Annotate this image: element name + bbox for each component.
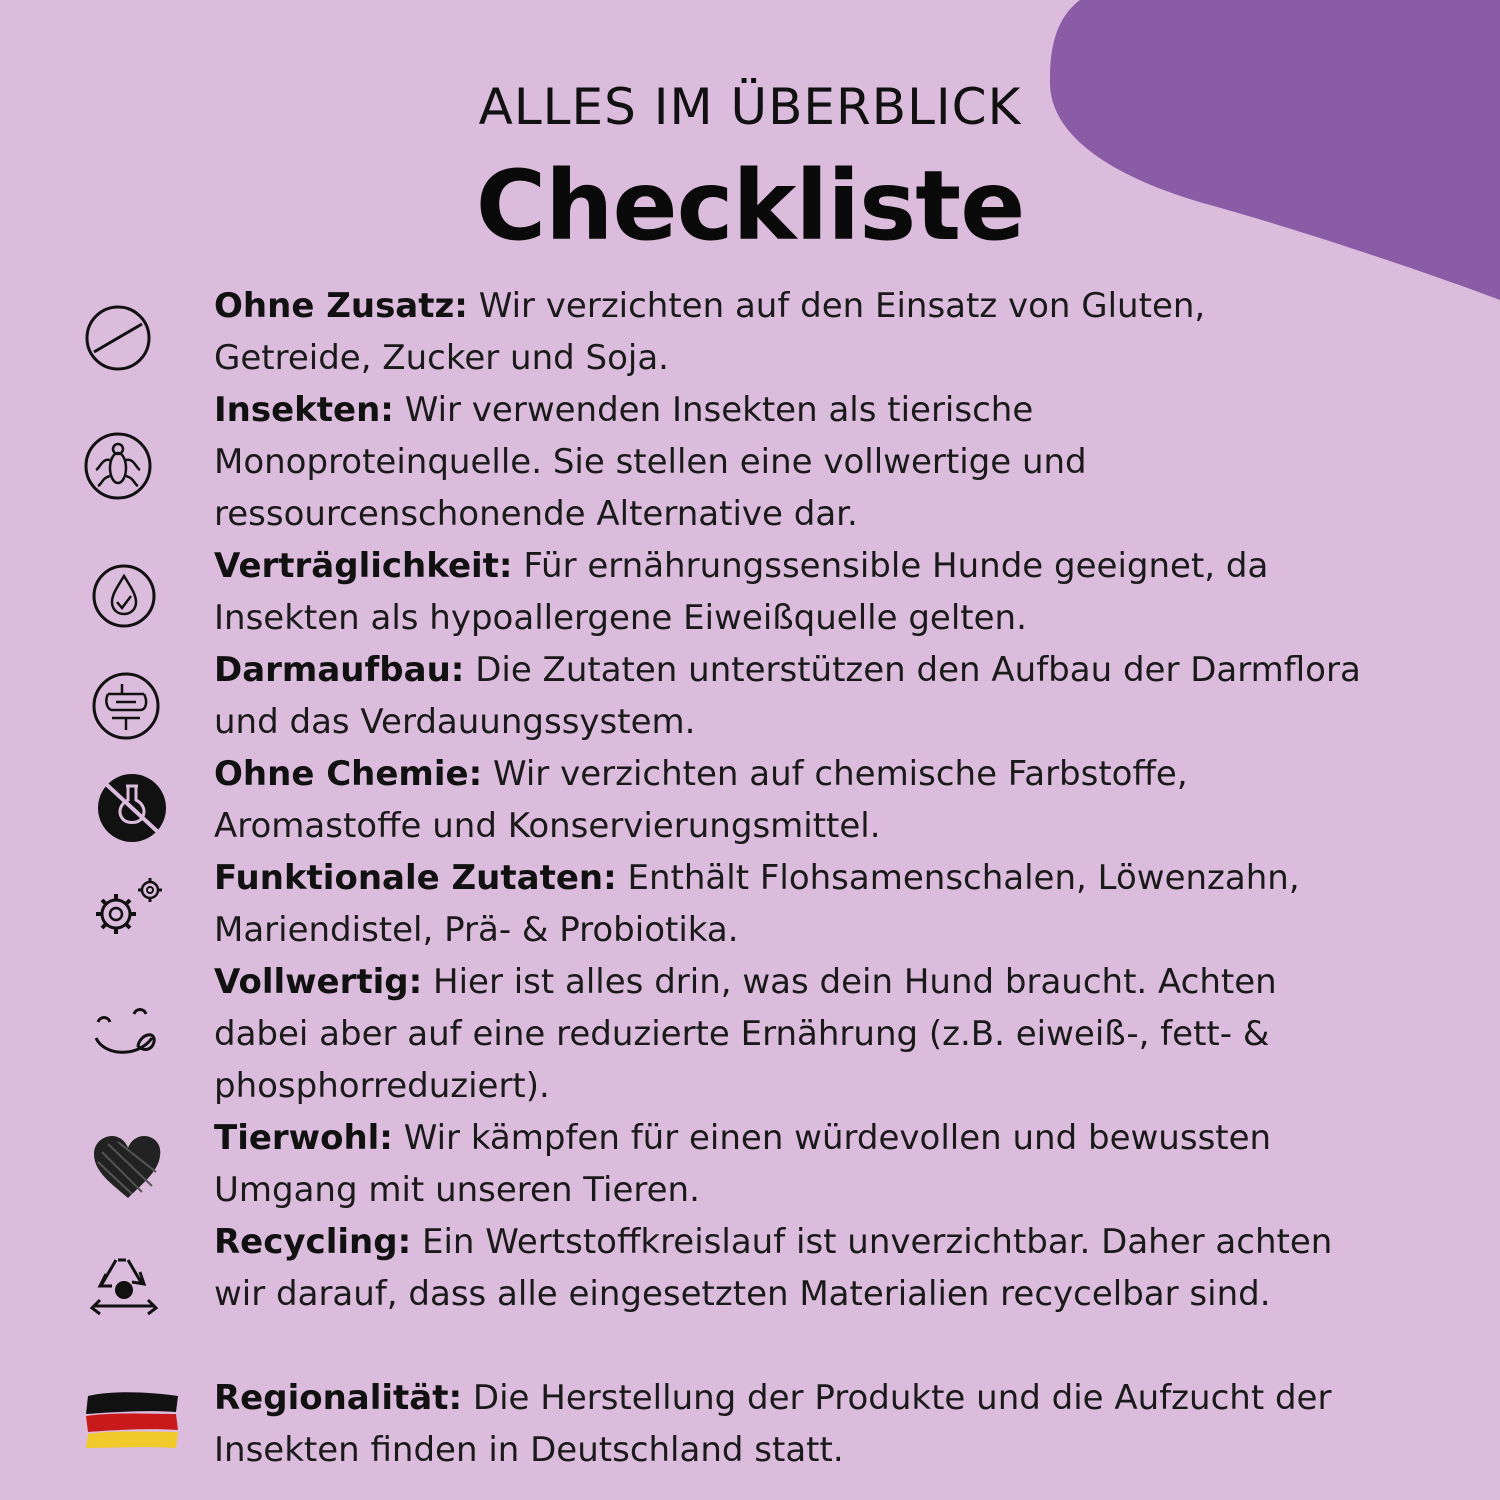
item-description: Hier ist alles drin, was dein Hund braucht. Achten dabei aber auf eine reduzierte Ernährung (z.B. eiweiß-, fett- & phosphorreduziert). — [214, 962, 1277, 1106]
insect-icon — [82, 430, 166, 514]
item-description: Für ernährungssensible Hunde geeignet, da Insekten als hypoallergene Eiweißquelle gelten. — [214, 546, 1269, 638]
recycling-icon — [82, 1246, 166, 1330]
item-label: Insekten: — [214, 390, 394, 430]
intestine-icon — [82, 656, 166, 740]
drop-check-icon — [82, 552, 166, 636]
no-sign-icon — [82, 302, 166, 386]
item-label: Funktionale Zutaten: — [214, 858, 617, 898]
item-description: Wir kämpfen für einen würdevollen und bewussten Umgang mit unseren Tieren. — [214, 1118, 1272, 1210]
item-label: Ohne Zusatz: — [214, 286, 468, 326]
item-text — [214, 852, 1364, 956]
item-label: Recycling: — [214, 1222, 412, 1262]
item-description: Die Herstellung der Produkte und die Aufzucht der Insekten finden in Deutschland statt. — [214, 1378, 1332, 1470]
item-label: Darmaufbau: — [214, 650, 465, 690]
item-description: Die Zutaten unterstützen den Aufbau der Darmflora und das Verdauungssystem. — [214, 650, 1361, 742]
item-text — [214, 540, 1364, 644]
gears-icon — [82, 860, 166, 944]
germany-flag-icon — [82, 1386, 182, 1470]
no-chemicals-icon — [82, 758, 166, 842]
item-description: Wir verzichten auf den Einsatz von Gluten, Getreide, Zucker und Soja. — [214, 286, 1206, 378]
subtitle: ALLES IM ÜBERBLICK — [478, 78, 1022, 136]
item-description: Wir verwenden Insekten als tierische Monoproteinquelle. Sie stellen eine vollwertige und ressourcenschonende Alternative dar. — [214, 390, 1087, 534]
item-text — [214, 956, 1364, 1112]
item-text — [214, 748, 1364, 852]
item-text — [214, 1372, 1364, 1476]
yummy-face-icon — [82, 986, 166, 1070]
item-text — [214, 384, 1364, 540]
item-description: Enthält Flohsamenschalen, Löwenzahn, Mariendistel, Prä- & Probiotika. — [214, 858, 1300, 950]
item-label: Vollwertig: — [214, 962, 423, 1002]
heart-icon — [82, 1122, 166, 1206]
item-text — [214, 644, 1364, 748]
item-text — [214, 1112, 1364, 1216]
item-description: Ein Wertstoffkreislauf ist unverzichtbar. Daher achten wir darauf, dass alle eingesetzten Materialien recycelbar sind. — [214, 1222, 1333, 1314]
item-label: Regionalität: — [214, 1378, 463, 1418]
item-text — [214, 1216, 1364, 1320]
item-label: Tierwohl: — [214, 1118, 393, 1158]
item-label: Verträglichkeit: — [214, 546, 513, 586]
page-title: Checkliste — [475, 150, 1025, 262]
item-text — [214, 280, 1364, 384]
item-description: Wir verzichten auf chemische Farbstoffe, Aromastoffe und Konservierungsmittel. — [214, 754, 1188, 846]
item-label: Ohne Chemie: — [214, 754, 483, 794]
